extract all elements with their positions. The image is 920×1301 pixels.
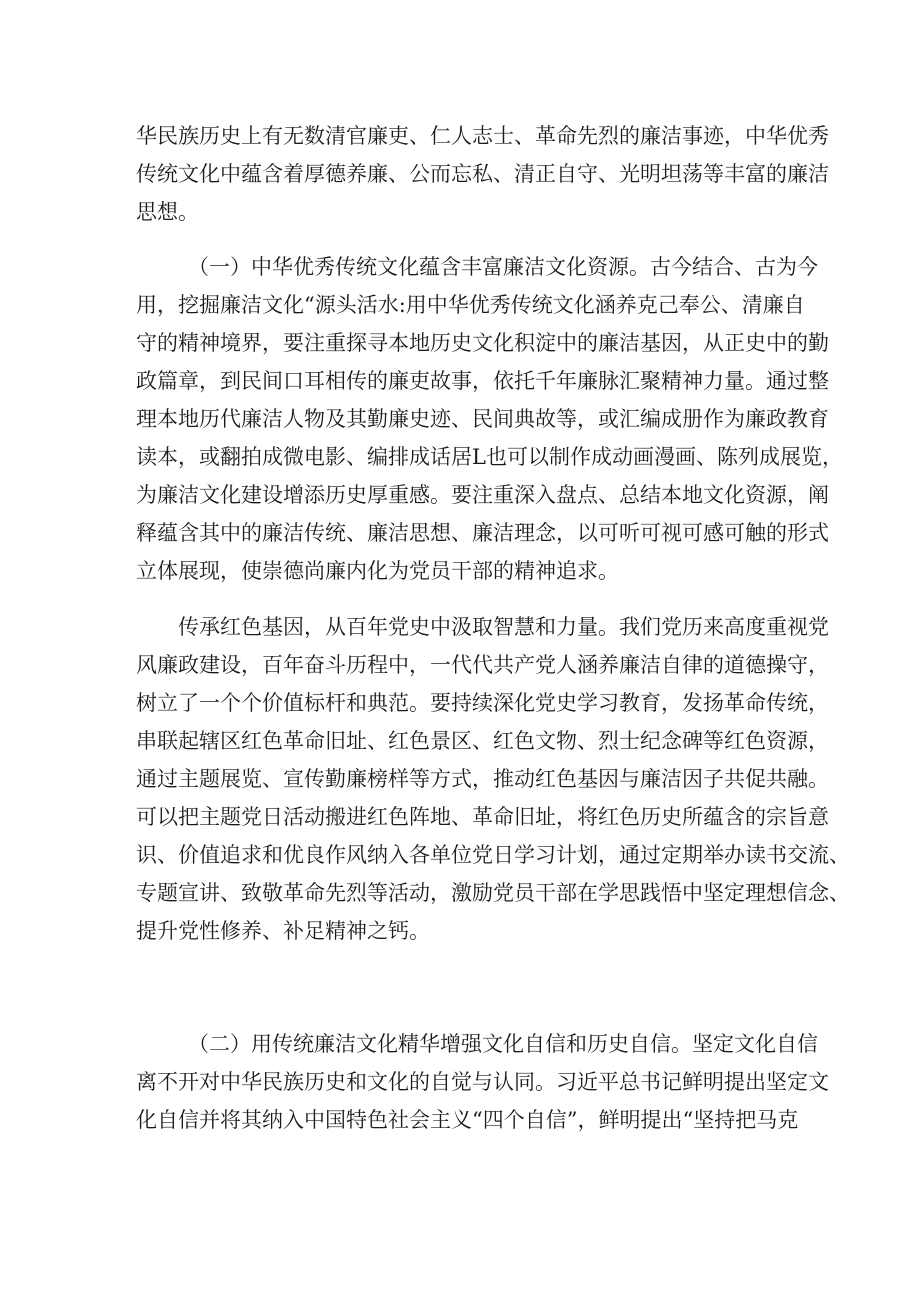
text-line: 思想。	[136, 200, 199, 224]
text-line: 政篇章，到民间口耳相传的廉吏故事，依托千年廉脉汇聚精神力量。通过整	[136, 369, 829, 393]
text-line: 理本地历代廉洁人物及其勤廉史迹、民间典故等，或汇编成册作为廉政教育	[136, 407, 829, 431]
text-line: 通过主题展览、宣传勤廉榜样等方式，推动红色基因与廉洁因子共促共融。	[136, 767, 829, 791]
text-line: 传统文化中蕴含着厚德养廉、公而忘私、清正自守、光明坦荡等丰富的廉洁	[136, 162, 829, 186]
text-line: 立体展现，使崇德尚廉内化为党员干部的精神追求。	[136, 559, 619, 583]
text-line: 用，挖掘廉洁文化“源头活水:用中华优秀传统文化涵养克己奉公、清廉自	[136, 293, 805, 317]
text-line: （一）中华优秀传统文化蕴含丰富廉洁文化资源。古今结合、古为今	[188, 255, 818, 279]
text-line: 串联起辖区红色革命旧址、红色景区、红色文物、烈士纪念碑等红色资源，	[136, 729, 829, 753]
text-line: 为廉洁文化建设增添历史厚重感。要注重深入盘点、总结本地文化资源，阐	[136, 483, 829, 507]
text-line: 读本，或翻拍成微电影、编排成话居L也可以制作成动画漫画、陈列成展览，	[136, 445, 843, 469]
text-line: （二）用传统廉洁文化精华增强文化自信和历史自信。坚定文化自信	[188, 1032, 818, 1056]
text-line: 华民族历史上有无数清官廉吏、仁人志士、革命先烈的廉洁事迹，中华优秀	[136, 124, 829, 148]
text-line: 识、价值追求和优良作风纳入各单位党日学习计划，通过定期举办读书交流、	[136, 843, 850, 867]
text-line: 守的精神境界，要注重探寻本地历史文化积淀中的廉洁基因，从正史中的勤	[136, 331, 829, 355]
text-line: 专题宣讲、致敬革命先烈等活动，激励党员干部在学思践悟中坚定理想信念、	[136, 881, 850, 905]
text-line: 可以把主题党日活动搬进红色阵地、革命旧址，将红色历史所蕴含的宗旨意	[136, 805, 829, 829]
text-line: 释蕴含其中的廉洁传统、廉洁思想、廉洁理念，以可听可视可感可触的形式	[136, 521, 829, 545]
text-line: 风廉政建设，百年奋斗历程中，一代代共产党人涵养廉洁自律的道德操守，	[136, 653, 829, 677]
text-line: 离不开对中华民族历史和文化的自觉与认同。习近平总书记鲜明提出坚定文	[136, 1070, 829, 1094]
text-line: 传承红色基因，从百年党史中汲取智慧和力量。我们党历来高度重视党	[178, 615, 829, 639]
text-line: 树立了一个个价值标杆和典范。要持续深化党史学习教育，发扬革命传统，	[136, 691, 829, 715]
text-line: 化自信并将其纳入中国特色社会主义“四个自信”，鲜明提出“坚持把马克	[136, 1108, 799, 1132]
text-line: 提升党性修养、补足精神之钙。	[136, 919, 430, 943]
